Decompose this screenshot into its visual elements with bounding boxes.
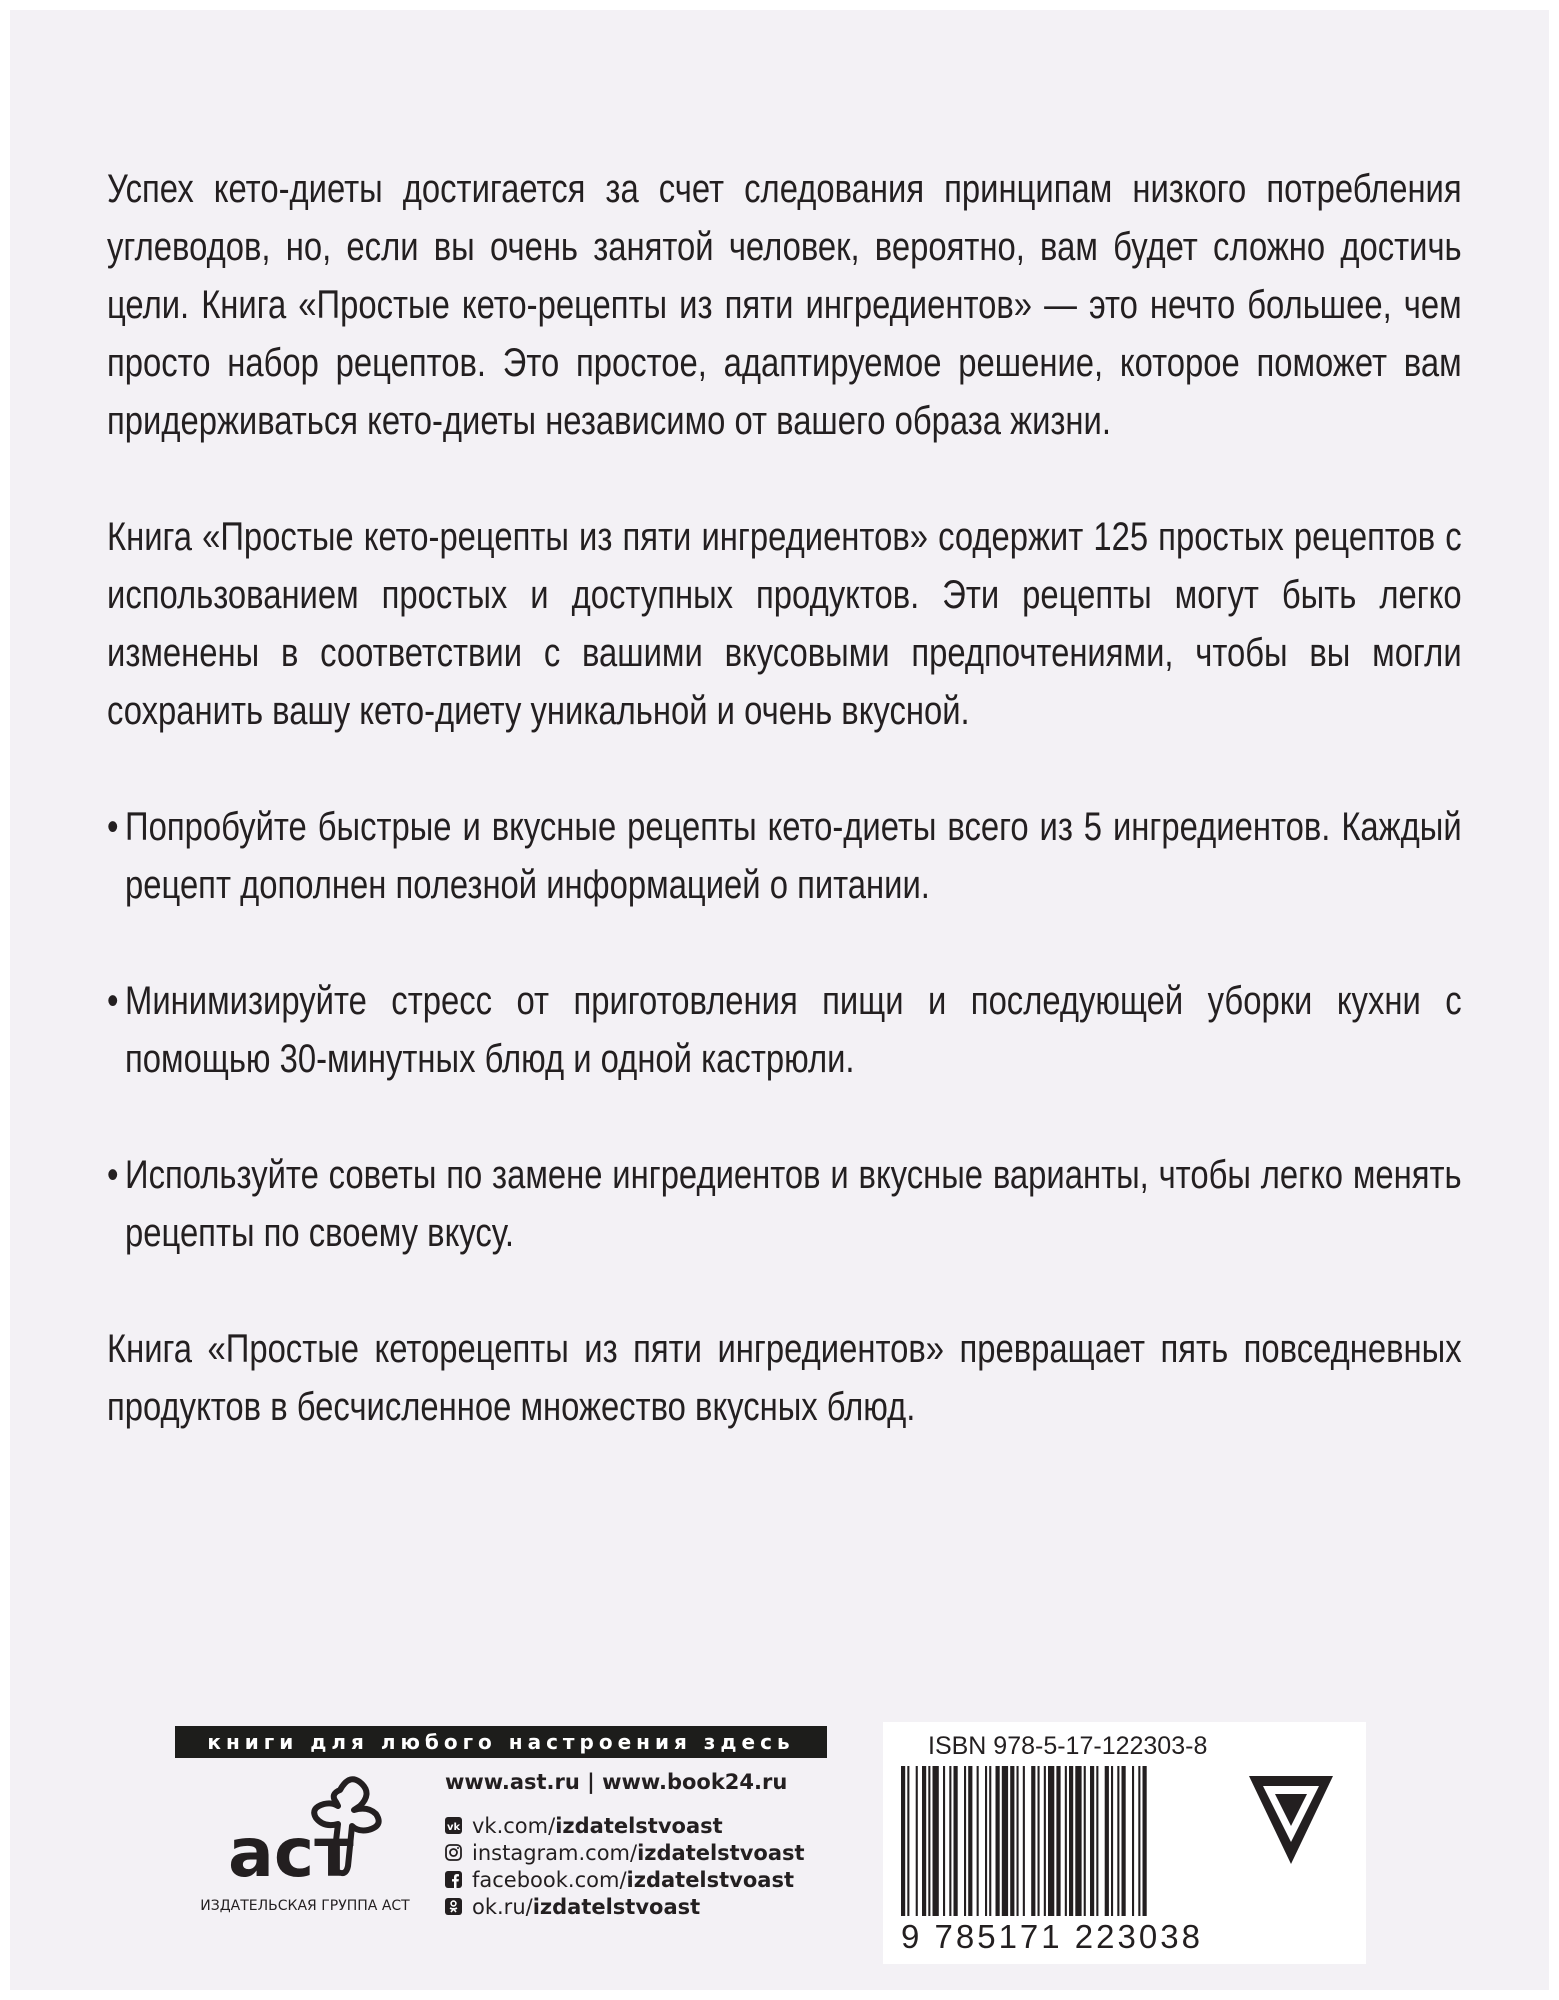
barcode-icon [901,1766,1221,1916]
paragraph-closing: Книга «Простые кеторецепты из пяти ингредиентов» превращает пять повседневных продуктов в бесчисленное множество вкусных блюд. [107,1327,1462,1429]
slogan-bar: книги для любого настроения здесь [175,1726,827,1758]
barcode-bar [968,1766,972,1916]
isbn-barcode-block [883,1722,1366,1964]
barcode-bar [1056,1766,1060,1916]
barcode-bar [1132,1766,1134,1916]
barcode-bar [1122,1766,1126,1916]
annotation-text [107,160,1462,1494]
barcode-bar [977,1766,979,1916]
ok-icon [445,1898,462,1915]
logo-wordmark: аст [228,1814,354,1893]
barcode-bar [949,1766,951,1916]
barcode-bar [1044,1766,1046,1916]
barcode-bar [1105,1766,1109,1916]
website-links[interactable]: www.ast.ru | www.book24.ru [445,1770,788,1794]
barcode-bar [907,1766,909,1916]
social-prefix: instagram.com/ [472,1840,638,1865]
social-link-instagram[interactable] [445,1839,805,1866]
barcode-bar [1038,1766,1040,1916]
barcode-bar [901,1766,905,1916]
svg-text:vk: vk [447,1822,461,1833]
publisher-name: ИЗДАТЕЛЬСКАЯ ГРУППА АСТ [200,1898,410,1914]
publisher-logo [190,1770,420,1970]
social-link-vk[interactable] [445,1812,805,1839]
book-back-cover [10,10,1549,1990]
barcode-bar [1002,1766,1008,1916]
barcode-bar [1096,1766,1098,1916]
social-prefix: ok.ru/ [472,1894,533,1919]
social-link-facebook[interactable] [445,1866,805,1893]
barcode-bar [1143,1766,1147,1916]
barcode-bar [1031,1766,1035,1916]
barcode-bar [943,1766,945,1916]
barcode-bar [989,1766,991,1916]
barcode-bar [1023,1766,1025,1916]
barcode-bar [916,1766,918,1916]
age-rating-icon [1245,1772,1337,1872]
barcode-bar [1017,1766,1019,1916]
social-handle: izdatelstvoast [637,1840,805,1865]
barcode-bar [1084,1766,1086,1916]
barcode-bar [964,1766,966,1916]
barcode-bar [928,1766,930,1916]
paragraph-intro: Успех кето-диеты достигается за счет следования принципам низкого потребления углеводов, но, если вы очень занятой человек, вероятно, вам будет сложно достичь цели. Книга «Простые кето-рецепты из пяти ингредиентов» — это нечто большее, чем просто набор рецептов. Это простое, адаптируемое решение, которое поможет вам придерживаться кето-диеты независимо от вашего образа жизни. [107,167,1462,443]
barcode-bar [1090,1766,1094,1916]
social-prefix: vk.com/ [472,1813,556,1838]
bullet-marker: • [107,805,119,849]
barcode-bar [933,1766,939,1916]
bullet-marker: • [107,1153,119,1197]
barcode-bar [1065,1766,1067,1916]
facebook-icon [445,1871,462,1888]
social-link-ok[interactable] [445,1893,805,1920]
barcode-bar [1010,1766,1014,1916]
barcode-bar [1117,1766,1119,1916]
barcode-bar [996,1766,1000,1916]
bullet-marker: • [107,979,119,1023]
barcode-bar [985,1766,987,1916]
bullet-text: Попробуйте быстрые и вкусные рецепты кето-диеты всего из 5 ингредиентов. Каждый рецепт дополнен полезной информацией о питании. [125,805,1462,907]
barcode-bar [1069,1766,1073,1916]
bullet-text: Используйте советы по замене ингредиентов и вкусные варианты, чтобы легко менять рецепты по своему вкусу. [125,1153,1462,1255]
bullet-text: Минимизируйте стресс от приготовления пищи и последующей уборки кухни с помощью 30-минутных блюд и одной кастрюли. [125,979,1462,1081]
barcode-bar [954,1766,958,1916]
social-handle: izdatelstvoast [626,1867,794,1892]
vk-icon [445,1817,462,1834]
barcode-digits: 9 785171 223038 [901,1918,1203,1955]
social-prefix: facebook.com/ [472,1867,627,1892]
barcode-bar [1138,1766,1140,1916]
barcode-bar [922,1766,926,1916]
barcode-bar [1075,1766,1081,1916]
isbn-label: ISBN 978-5-17-122303-8 [928,1732,1208,1760]
paragraph-contents: Книга «Простые кето-рецепты из пяти ингредиентов» содержит 125 простых рецептов с использованием простых и доступных продуктов. Эти рецепты могут быть легко изменены в соответствии с вашими вкусовыми предпочтениями, чтобы вы могли сохранить вашу кето-диету уникальной и очень вкусной. [107,515,1462,733]
ast-logo-icon [190,1770,420,1900]
social-handle: izdatelstvoast [532,1894,701,1919]
bullet-item [107,798,1462,914]
barcode-bar [1048,1766,1054,1916]
bullet-item [107,1146,1462,1262]
contact-links [445,1770,805,1920]
instagram-icon [445,1844,462,1861]
bullet-item [107,972,1462,1088]
barcode-bar [1111,1766,1113,1916]
social-handle: izdatelstvoast [555,1813,723,1838]
